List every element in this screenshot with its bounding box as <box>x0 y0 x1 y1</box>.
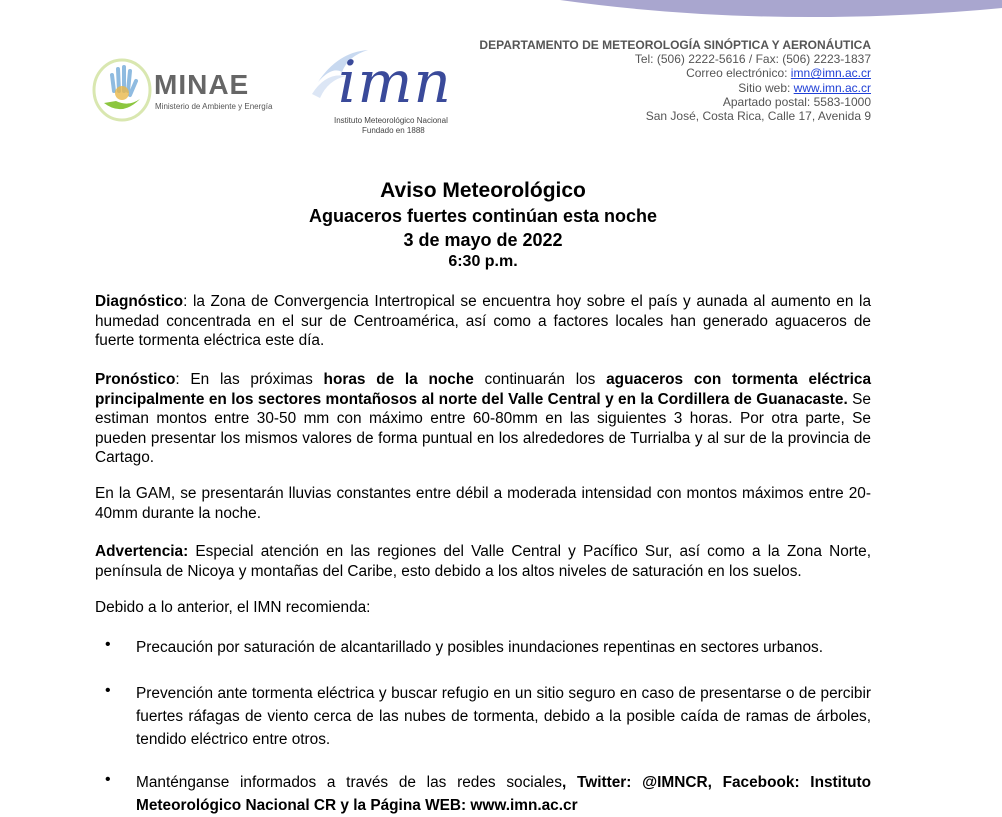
pronostico-text-1: : En las próximas <box>175 371 324 388</box>
website-link[interactable]: www.imn.ac.cr <box>793 80 871 95</box>
list-item <box>95 636 871 659</box>
gam-paragraph: En la GAM, se presentarán lluvias constantes entre débil a moderada intensidad con montos máximos entre 20-40mm durante la noche. <box>95 485 871 522</box>
minae-logo <box>92 55 282 125</box>
notice-time: 6:30 p.m. <box>448 253 518 270</box>
list-item-text <box>136 771 871 817</box>
imn-subtitle-line2: Fundado en 1888 <box>362 126 425 135</box>
pronostico-label: Pronóstico <box>95 371 176 388</box>
bullet-icon: • <box>105 636 111 653</box>
web-line <box>479 81 871 95</box>
diagnostico-text: : la Zona de Convergencia Intertropical se encuentra hoy sobre el país y aunada al aumento en la humedad concentrada en el sur de Centroamérica, así como a factores locales han generado aguaceros de fuerte tormenta eléctrica este día. <box>95 293 871 349</box>
imn-logo <box>308 42 483 138</box>
list-item-text-plain: Manténganse informados a través de las redes sociales <box>136 774 562 791</box>
phone-fax: Tel: (506) 2222-5616 / Fax: (506) 2223-1837 <box>634 52 871 67</box>
list-item <box>95 682 871 751</box>
diagnostico-paragraph <box>95 292 871 351</box>
notice-date: 3 de mayo de 2022 <box>403 230 563 250</box>
list-item-text: Precaución por saturación de alcantarillado y posibles inundaciones repentinas en sectores urbanos. <box>136 639 824 656</box>
pronostico-bold-1: horas de la noche <box>323 371 474 388</box>
recommendation-intro: Debido a lo anterior, el IMN recomienda: <box>95 599 371 616</box>
department-name: DEPARTAMENTO DE METEOROLOGÍA SINÓPTICA Y AERONÁUTICA <box>479 38 871 52</box>
street-address: San José, Costa Rica, Calle 17, Avenida 9 <box>645 109 871 124</box>
advertencia-paragraph <box>95 542 871 581</box>
pronostico-text-2: continuarán los <box>473 371 607 388</box>
list-item-text: Prevención ante tormenta eléctrica y buscar refugio en un sitio seguro en caso de presentarse o de percibir fuertes ráfagas de viento cerca de las nubes de tormenta, debido a la posible caída de ramas de árboles, tendido eléctrico entre otros. <box>136 685 871 748</box>
bullet-icon: • <box>105 771 111 788</box>
imn-wordmark: imn <box>338 48 452 116</box>
web-label: Sitio web: <box>738 80 794 95</box>
notice-title-block <box>95 178 871 272</box>
email-label: Correo electrónico: <box>686 66 791 81</box>
list-item <box>95 771 871 817</box>
email-line <box>479 66 871 80</box>
diagnostico-label: Diagnóstico <box>95 293 184 310</box>
pronostico-paragraph <box>95 370 871 468</box>
minae-subtitle: Ministerio de Ambiente y Energía <box>155 102 273 111</box>
minae-wordmark: MINAE <box>154 69 250 100</box>
email-link[interactable]: imn@imn.ac.cr <box>790 66 871 81</box>
contact-block <box>479 38 871 123</box>
notice-subtitle: Aguaceros fuertes continúan esta noche <box>308 206 658 226</box>
list-item-text-bold: , Twitter: @IMNCR, Facebook: Instituto Meteorológico Nacional CR y la Página WEB: www.imn.ac.cr <box>136 774 871 814</box>
pronostico-bold-2: aguaceros con tormenta eléctrica principalmente en los sectores montañosos al norte del Valle Central y en la Cordillera de Guanacaste. <box>95 371 871 408</box>
pronostico-text-3: Se estiman montos entre 30-50 mm con máximo entre 60-80mm en las siguientes 3 horas. Por otra parte, Se pueden presentar los mismos valores de forma puntual en los alrededores de Turrialba y al sur de la provincia de Cartago. <box>95 390 871 466</box>
advertencia-text: Especial atención en las regiones del Valle Central y Pacífico Sur, así como a la Zona Norte, península de Nicoya y montañas del Caribe, esto debido a los altos niveles de saturación en los suelos. <box>95 543 871 580</box>
advertencia-label: Advertencia: <box>95 543 189 560</box>
bullet-icon: • <box>105 682 111 699</box>
imn-subtitle-line1: Instituto Meteorológico Nacional <box>334 116 448 125</box>
notice-title: Aviso Meteorológico <box>380 179 586 202</box>
header-swoosh <box>0 0 1002 30</box>
postal-box: Apartado postal: 5583-1000 <box>722 94 871 109</box>
